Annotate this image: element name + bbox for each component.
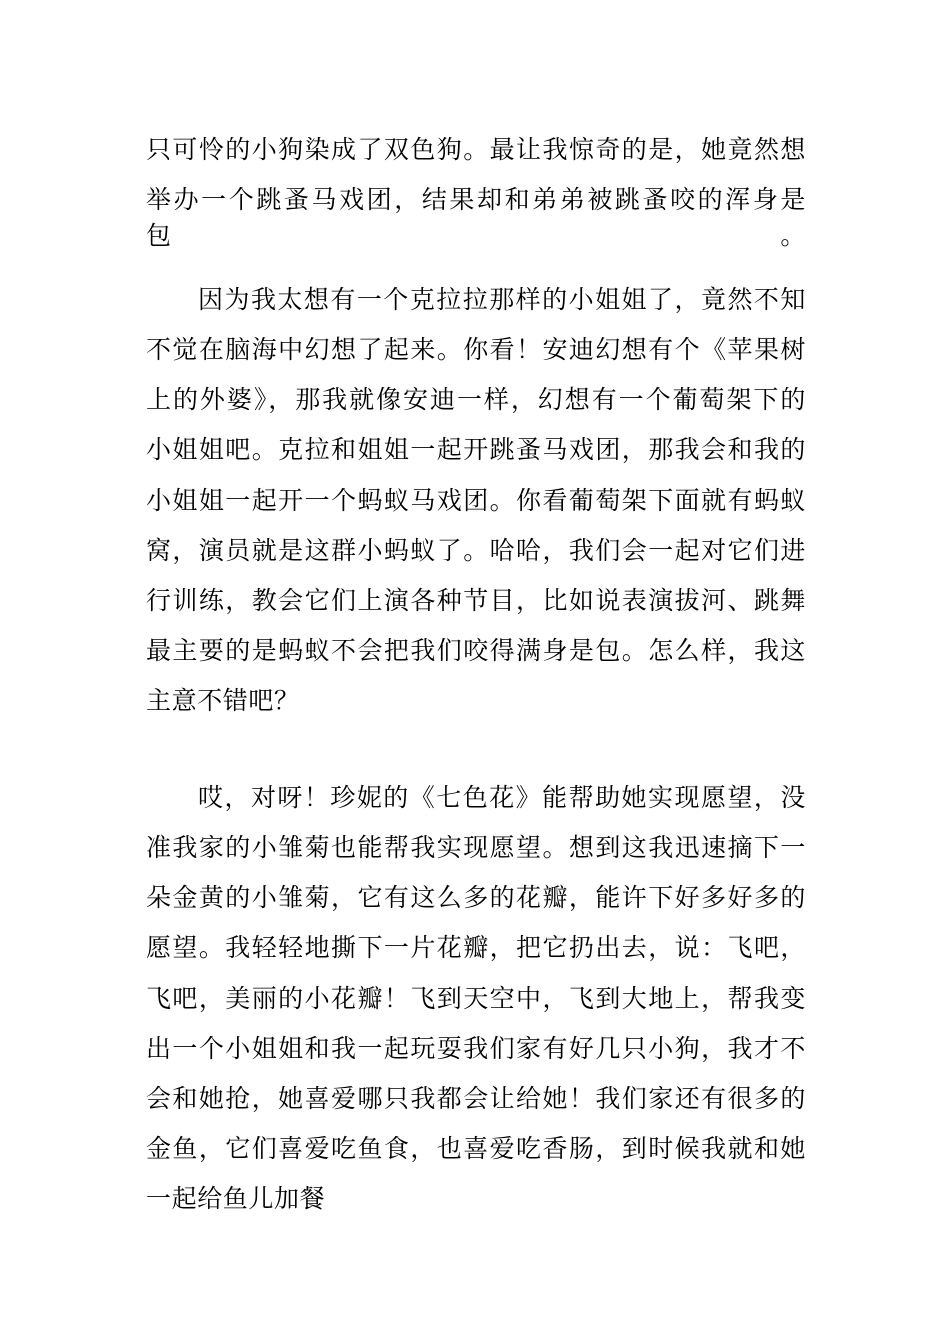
text-line: 主意不错吧？ — [146, 686, 300, 715]
text-line: 最主要的是蚂蚁不会把我们咬得满身是包。怎么样，我这 — [146, 636, 806, 665]
text-line: 金鱼，它们喜爱吃鱼食，也喜爱吃香肠，到时候我就和她 — [146, 1134, 806, 1163]
text-line: 出一个小姐姐和我一起玩耍我们家有好几只小狗，我才不 — [146, 1034, 806, 1063]
text-line: 准我家的小雏菊也能帮我实现愿望。想到这我迅速摘下一 — [146, 833, 806, 862]
text-line: 一起给鱼儿加餐 — [146, 1184, 326, 1213]
text-line: 上的外婆》，那我就像安迪一样，幻想有一个葡萄架下的 — [146, 385, 806, 414]
text-line: 小姐姐吧。克拉和姐姐一起开跳蚤马戏团，那我会和我的 — [146, 435, 806, 464]
text-line: 愿望。我轻轻地撕下一片花瓣，把它扔出去，说：飞吧， — [146, 933, 806, 962]
text-line: 朵金黄的小雏菊，它有这么多的花瓣，能许下好多好多的 — [146, 883, 806, 912]
text-line: 哎，对呀！珍妮的《七色花》能帮助她实现愿望，没 — [198, 783, 806, 812]
text-line: 因为我太想有一个克拉拉那样的小姐姐了，竟然不知 — [198, 285, 806, 314]
text-line: 只可怜的小狗染成了双色狗。最让我惊奇的是，她竟然想 — [146, 135, 806, 164]
text-line: 会和她抢，她喜爱哪只我都会让给她！我们家还有很多的 — [146, 1084, 806, 1113]
text-line: 行训练，教会它们上演各种节目，比如说表演拔河、跳舞 — [146, 586, 806, 615]
text-line: 飞吧，美丽的小花瓣！飞到天空中，飞到大地上，帮我变 — [146, 984, 806, 1013]
text-line: 窝，演员就是这群小蚂蚁了。哈哈，我们会一起对它们进 — [146, 536, 806, 565]
text-line: 小姐姐一起开一个蚂蚁马戏团。你看葡萄架下面就有蚂蚁 — [146, 486, 806, 515]
text-line: 不觉在脑海中幻想了起来。你看！安迪幻想有个《苹果树 — [146, 335, 806, 364]
text-line: 举办一个跳蚤马戏团，结果却和弟弟被跳蚤咬的浑身是包。 — [146, 185, 806, 250]
